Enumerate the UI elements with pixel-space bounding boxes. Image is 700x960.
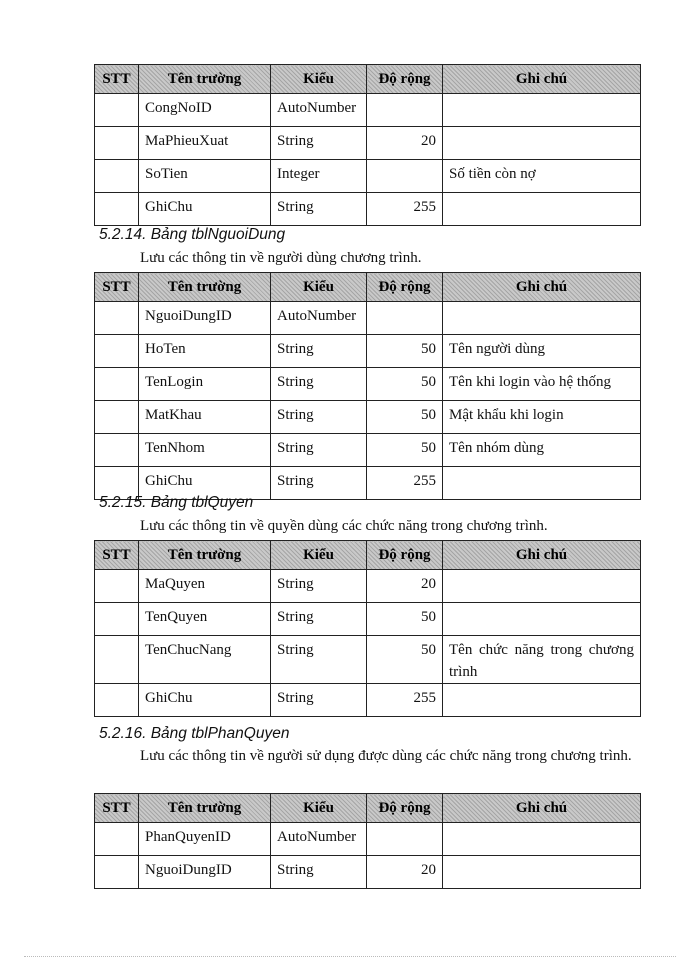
table-row bbox=[95, 684, 641, 717]
cell-type: String bbox=[271, 335, 367, 368]
cell-field-name: NguoiDungID bbox=[139, 856, 271, 889]
cell-note bbox=[443, 94, 641, 127]
cell-stt bbox=[95, 401, 139, 434]
table-row bbox=[95, 434, 641, 467]
header-stt: STT bbox=[95, 273, 139, 302]
cell-field-name: GhiChu bbox=[139, 467, 271, 500]
table-header bbox=[95, 65, 641, 94]
cell-note: Tên khi login vào hệ thống bbox=[443, 368, 641, 401]
cell-width: 20 bbox=[367, 570, 443, 603]
header-kieu: Kiểu bbox=[271, 273, 367, 302]
cell-type: String bbox=[271, 193, 367, 226]
cell-width bbox=[367, 302, 443, 335]
cell-type: String bbox=[271, 856, 367, 889]
table-row bbox=[95, 570, 641, 603]
cell-stt bbox=[95, 302, 139, 335]
header-ghi-chu: Ghi chú bbox=[443, 65, 641, 94]
cell-stt bbox=[95, 570, 139, 603]
header-ten-truong: Tên trường bbox=[139, 65, 271, 94]
cell-stt bbox=[95, 335, 139, 368]
header-ghi-chu: Ghi chú bbox=[443, 794, 641, 823]
description-text: Lưu các thông tin về quyền dùng các chức năng trong chương trình. bbox=[140, 518, 548, 534]
cell-note bbox=[443, 570, 641, 603]
cell-width bbox=[367, 94, 443, 127]
cell-stt bbox=[95, 94, 139, 127]
cell-note: Số tiền còn nợ bbox=[443, 160, 641, 193]
table-row bbox=[95, 160, 641, 193]
cell-width: 20 bbox=[367, 856, 443, 889]
cell-note: Mật khẩu khi login bbox=[443, 401, 641, 434]
cell-note bbox=[443, 193, 641, 226]
cell-note bbox=[443, 603, 641, 636]
cell-width: 255 bbox=[367, 193, 443, 226]
cell-stt bbox=[95, 368, 139, 401]
table-row bbox=[95, 636, 641, 684]
cell-field-name: GhiChu bbox=[139, 193, 271, 226]
cell-stt bbox=[95, 434, 139, 467]
cell-stt bbox=[95, 193, 139, 226]
cell-stt bbox=[95, 160, 139, 193]
table-phanquyen bbox=[94, 793, 641, 889]
header-kieu: Kiểu bbox=[271, 794, 367, 823]
cell-field-name: GhiChu bbox=[139, 684, 271, 717]
table-row bbox=[95, 302, 641, 335]
table-nguoidung bbox=[94, 272, 641, 500]
cell-stt bbox=[95, 636, 139, 684]
cell-width: 50 bbox=[367, 636, 443, 684]
cell-field-name: MaQuyen bbox=[139, 570, 271, 603]
cell-field-name: MaPhieuXuat bbox=[139, 127, 271, 160]
page-footer-divider bbox=[24, 956, 676, 957]
cell-type: AutoNumber bbox=[271, 302, 367, 335]
cell-type: String bbox=[271, 127, 367, 160]
header-kieu: Kiểu bbox=[271, 541, 367, 570]
cell-type: Integer bbox=[271, 160, 367, 193]
section-description-quyen bbox=[100, 515, 634, 537]
cell-field-name: NguoiDungID bbox=[139, 302, 271, 335]
cell-field-name: HoTen bbox=[139, 335, 271, 368]
cell-field-name: TenChucNang bbox=[139, 636, 271, 684]
table-row bbox=[95, 856, 641, 889]
cell-width bbox=[367, 160, 443, 193]
cell-width: 50 bbox=[367, 368, 443, 401]
table-row bbox=[95, 335, 641, 368]
section-heading-phanquyen: 5.2.16. Bảng tblPhanQuyen bbox=[99, 725, 290, 742]
cell-note: Tên người dùng bbox=[443, 335, 641, 368]
header-ghi-chu: Ghi chú bbox=[443, 541, 641, 570]
table-row bbox=[95, 193, 641, 226]
cell-width: 50 bbox=[367, 335, 443, 368]
header-ten-truong: Tên trường bbox=[139, 273, 271, 302]
cell-width: 50 bbox=[367, 603, 443, 636]
header-kieu: Kiểu bbox=[271, 65, 367, 94]
cell-type: String bbox=[271, 467, 367, 500]
cell-stt bbox=[95, 856, 139, 889]
cell-field-name: PhanQuyenID bbox=[139, 823, 271, 856]
section-heading-nguoidung: 5.2.14. Bảng tblNguoiDung bbox=[99, 226, 286, 243]
table-row bbox=[95, 603, 641, 636]
header-ten-truong: Tên trường bbox=[139, 794, 271, 823]
table-row bbox=[95, 94, 641, 127]
header-do-rong: Độ rộng bbox=[367, 273, 443, 302]
description-text: Lưu các thông tin về người sử dụng được dùng các chức năng trong chương trình. bbox=[140, 748, 632, 764]
cell-type: String bbox=[271, 368, 367, 401]
cell-note bbox=[443, 467, 641, 500]
section-description-phanquyen bbox=[100, 745, 634, 767]
cell-stt bbox=[95, 684, 139, 717]
cell-field-name: TenLogin bbox=[139, 368, 271, 401]
cell-width: 50 bbox=[367, 434, 443, 467]
description-text: Lưu các thông tin về người dùng chương trình. bbox=[140, 250, 422, 266]
cell-note bbox=[443, 302, 641, 335]
cell-type: AutoNumber bbox=[271, 823, 367, 856]
header-stt: STT bbox=[95, 794, 139, 823]
header-stt: STT bbox=[95, 65, 139, 94]
cell-note bbox=[443, 856, 641, 889]
cell-width: 255 bbox=[367, 467, 443, 500]
cell-type: AutoNumber bbox=[271, 94, 367, 127]
cell-type: String bbox=[271, 570, 367, 603]
cell-width bbox=[367, 823, 443, 856]
cell-note bbox=[443, 823, 641, 856]
header-ghi-chu: Ghi chú bbox=[443, 273, 641, 302]
header-do-rong: Độ rộng bbox=[367, 65, 443, 94]
section-description-nguoidung bbox=[100, 247, 634, 269]
cell-stt bbox=[95, 127, 139, 160]
header-do-rong: Độ rộng bbox=[367, 541, 443, 570]
cell-type: String bbox=[271, 684, 367, 717]
header-stt: STT bbox=[95, 541, 139, 570]
header-do-rong: Độ rộng bbox=[367, 794, 443, 823]
cell-width: 50 bbox=[367, 401, 443, 434]
cell-note bbox=[443, 684, 641, 717]
table-header bbox=[95, 273, 641, 302]
cell-field-name: MatKhau bbox=[139, 401, 271, 434]
table-row bbox=[95, 127, 641, 160]
header-ten-truong: Tên trường bbox=[139, 541, 271, 570]
cell-field-name: TenQuyen bbox=[139, 603, 271, 636]
table-quyen bbox=[94, 540, 641, 717]
cell-note: Tên chức năng trong chương trình bbox=[443, 636, 641, 684]
table-row bbox=[95, 823, 641, 856]
cell-type: String bbox=[271, 401, 367, 434]
cell-type: String bbox=[271, 636, 367, 684]
table-header bbox=[95, 541, 641, 570]
cell-stt bbox=[95, 823, 139, 856]
section-heading-quyen: 5.2.15. Bảng tblQuyen bbox=[99, 494, 254, 511]
table-row bbox=[95, 368, 641, 401]
table-row bbox=[95, 401, 641, 434]
cell-width: 255 bbox=[367, 684, 443, 717]
cell-note bbox=[443, 127, 641, 160]
cell-type: String bbox=[271, 434, 367, 467]
table-congno bbox=[94, 64, 641, 226]
cell-field-name: CongNoID bbox=[139, 94, 271, 127]
cell-width: 20 bbox=[367, 127, 443, 160]
cell-type: String bbox=[271, 603, 367, 636]
table-header bbox=[95, 794, 641, 823]
cell-field-name: TenNhom bbox=[139, 434, 271, 467]
cell-stt bbox=[95, 603, 139, 636]
cell-note: Tên nhóm dùng bbox=[443, 434, 641, 467]
cell-field-name: SoTien bbox=[139, 160, 271, 193]
